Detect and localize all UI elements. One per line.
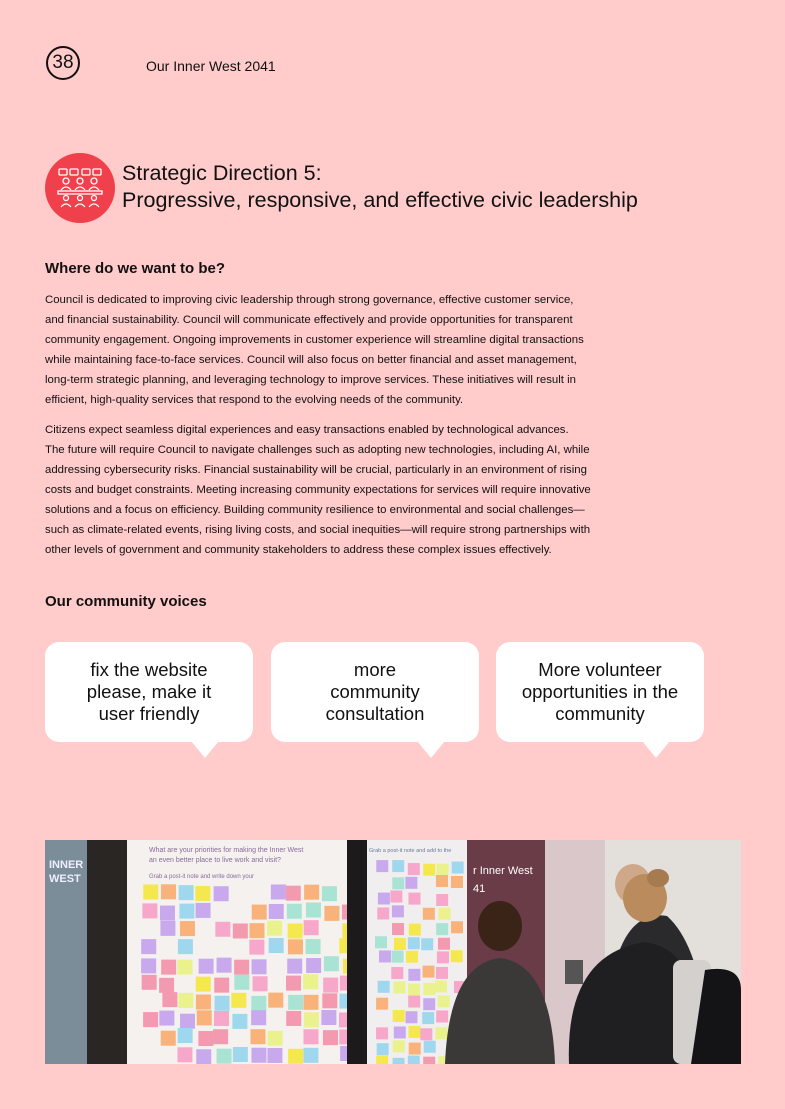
sticky-note (233, 1047, 248, 1062)
section-heading-voices: Our community voices (45, 593, 207, 610)
sticky-note (436, 894, 448, 906)
sticky-note (420, 1028, 432, 1040)
sticky-note (213, 1029, 228, 1044)
sticky-note (408, 937, 420, 949)
sticky-note (160, 906, 175, 921)
sticky-note (405, 877, 417, 889)
sticky-note (196, 1049, 211, 1064)
sticky-note (436, 1010, 448, 1022)
sticky-note (436, 967, 448, 979)
sticky-note (408, 969, 420, 981)
sticky-note (178, 939, 193, 954)
sticky-note (408, 1026, 420, 1038)
sticky-note (268, 1031, 283, 1046)
sticky-note (199, 959, 214, 974)
sticky-note (180, 921, 195, 936)
sticky-note (393, 981, 405, 993)
board-heading: What are your priorities for making the Inner West (149, 847, 304, 854)
sticky-note (196, 977, 211, 992)
sticky-note (408, 863, 420, 875)
strategic-direction-label: Strategic Direction 5: (122, 161, 322, 185)
sticky-note (180, 1014, 195, 1029)
sticky-note (408, 996, 420, 1008)
sticky-note (321, 1010, 336, 1025)
sticky-note (215, 996, 230, 1011)
sticky-note (408, 893, 420, 905)
sticky-note (160, 921, 175, 936)
sticky-note (376, 1056, 388, 1064)
sticky-note (141, 939, 156, 954)
sticky-note (392, 905, 404, 917)
sticky-note (423, 908, 435, 920)
sticky-note (303, 1048, 318, 1063)
sticky-note (287, 959, 302, 974)
sticky-note (286, 976, 301, 991)
sticky-note (197, 1010, 212, 1025)
sticky-note (234, 960, 249, 975)
sticky-note (250, 1029, 265, 1044)
sticky-note (405, 1011, 417, 1023)
sticky-note (306, 958, 321, 973)
sticky-note (324, 906, 339, 921)
sticky-note (179, 885, 194, 900)
sticky-note (421, 938, 433, 950)
speech-bubble (271, 642, 479, 742)
sticky-note (378, 893, 390, 905)
sticky-note (267, 1048, 282, 1063)
sticky-note (409, 1043, 421, 1055)
sticky-note (198, 1031, 213, 1046)
sticky-note (159, 1011, 174, 1026)
sticky-note (423, 864, 435, 876)
sticky-note (422, 1012, 434, 1024)
sticky-note (406, 951, 418, 963)
sticky-note (376, 1027, 388, 1039)
sticky-note (392, 877, 404, 889)
banner-text: r Inner West (473, 865, 533, 877)
sticky-note (179, 904, 194, 919)
sticky-note (178, 1028, 193, 1043)
sticky-note (195, 886, 210, 901)
sticky-note (215, 922, 230, 937)
sticky-note (271, 884, 286, 899)
bubble-tail (417, 741, 445, 758)
sticky-note (436, 923, 448, 935)
sticky-note (253, 976, 268, 991)
sticky-note (306, 903, 321, 918)
sticky-note (268, 993, 283, 1008)
sticky-note (451, 876, 463, 888)
sticky-note (267, 921, 282, 936)
sticky-note (161, 960, 176, 975)
sticky-note (196, 995, 211, 1010)
sticky-note (177, 1047, 192, 1062)
sticky-note (304, 920, 319, 935)
paragraph-challenges: Citizens expect seamless digital experiences and easy transactions enabled by technological advances. The future will require Council to navigate challenges such as adopting new technologies, including AI, while addressing cybersecurity risks. Financial sustainability will be crucial, particularly in an environment of rising costs and budget constraints. Meeting increasing community expectations for services will require innovative solutions and a focus on efficiency. Building community resilience to environmental and social challenges— such as climate-related events, rising living costs, and social inequities—will require strong partnerships with other levels of government and community stakeholders to address these complex issues effectively. (45, 424, 591, 556)
sticky-note (217, 958, 232, 973)
sticky-note (252, 905, 267, 920)
sticky-note (287, 904, 302, 919)
sticky-note (141, 958, 156, 973)
sticky-note (392, 923, 404, 935)
sticky-note (408, 1056, 420, 1064)
sticky-note (214, 978, 229, 993)
sticky-note (324, 956, 339, 971)
sticky-note (423, 983, 435, 995)
bubble-tail (191, 741, 219, 758)
sticky-note (142, 903, 157, 918)
page-number: 38 (46, 46, 80, 80)
sticky-note (377, 907, 389, 919)
sticky-note (390, 891, 402, 903)
sticky-note (161, 1031, 176, 1046)
sticky-note (233, 923, 248, 938)
sticky-note (423, 966, 435, 978)
board-heading: Grab a post-it note and add to the (369, 848, 452, 854)
sticky-note (161, 884, 176, 899)
sticky-note (214, 886, 229, 901)
community-engagement-photo (45, 840, 741, 1064)
board-subheading: Grab a post-it note and write down your (149, 874, 255, 880)
speech-bubble (496, 642, 704, 742)
sticky-note (452, 862, 464, 874)
document-title: Our Inner West 2041 (146, 58, 276, 74)
sticky-note (143, 884, 158, 899)
paragraph-intro: Council is dedicated to improving civic leadership through strong governance, effective customer service, and financial sustainability. Council will communicate effectively and provide opportunities for transparent community engagement. Ongoing improvements in customer experience will streamline digital transactions while maintaining face-to-face services. Council will also focus on better financial and asset management, long-term strategic planning, and leveraging technology to improve services. These initiatives will result in efficient, high-quality services that respond to the evolving needs of the community. (45, 294, 584, 406)
sticky-note (394, 938, 406, 950)
sticky-note (323, 1030, 338, 1045)
sticky-note (437, 951, 449, 963)
sticky-note (323, 978, 338, 993)
bubble-quote: more community consultation (325, 659, 425, 724)
sticky-note (196, 903, 211, 918)
sticky-note (392, 951, 404, 963)
sticky-note (249, 940, 264, 955)
sticky-note (143, 1012, 158, 1027)
sticky-note (286, 886, 301, 901)
sticky-note (451, 921, 463, 933)
speech-bubble (45, 642, 253, 742)
sticky-note (142, 975, 157, 990)
sticky-note (231, 993, 246, 1008)
sticky-note (288, 939, 303, 954)
sticky-note (306, 939, 321, 954)
sticky-note (269, 938, 284, 953)
sticky-note (378, 981, 390, 993)
sticky-note (217, 1049, 232, 1064)
sticky-note (376, 998, 388, 1010)
sticky-note (251, 1048, 266, 1063)
sticky-note (322, 886, 337, 901)
bubble-quote: fix the website please, make it user friendly (86, 659, 212, 724)
sticky-note (393, 1040, 405, 1052)
sticky-note (322, 993, 337, 1008)
sticky-note (393, 1058, 405, 1064)
sticky-note (288, 995, 303, 1010)
sticky-note (375, 936, 387, 948)
logo-text: INNER (49, 859, 84, 871)
banner-text: 41 (473, 883, 486, 895)
sticky-note (379, 950, 391, 962)
sticky-note (304, 995, 319, 1010)
sticky-note (252, 959, 267, 974)
sticky-note (424, 1041, 436, 1053)
sticky-note (392, 860, 404, 872)
sticky-note (439, 908, 451, 920)
sticky-note (250, 923, 265, 938)
sticky-note (436, 875, 448, 887)
sticky-note (286, 1011, 301, 1026)
sticky-note (408, 984, 420, 996)
sticky-note (435, 980, 447, 992)
sticky-note (409, 924, 421, 936)
sticky-note (177, 960, 192, 975)
leadership-meeting-icon (45, 153, 115, 223)
sticky-note (178, 993, 193, 1008)
logo-text: WEST (49, 873, 81, 885)
sticky-note (234, 975, 249, 990)
sticky-note (303, 974, 318, 989)
bubble-quote: More volunteer opportunities in the community (521, 659, 679, 724)
sticky-note (269, 904, 284, 919)
sticky-note (394, 1026, 406, 1038)
strategic-direction-heading (122, 160, 638, 214)
strategic-direction-title: Progressive, responsive, and effective civic leadership (122, 188, 638, 212)
sticky-note (251, 996, 266, 1011)
sticky-note (438, 938, 450, 950)
sticky-note (376, 860, 388, 872)
board-heading: an even better place to live work and visit? (149, 857, 281, 864)
sticky-note (162, 992, 177, 1007)
sticky-note (423, 998, 435, 1010)
sticky-note (303, 1029, 318, 1044)
sticky-note (423, 1057, 435, 1064)
sticky-note (393, 1010, 405, 1022)
sticky-note (391, 967, 403, 979)
sticky-note (251, 1010, 266, 1025)
sticky-note (232, 1014, 247, 1029)
sticky-note (451, 950, 463, 962)
sticky-note (304, 1012, 319, 1027)
sticky-note (288, 923, 303, 938)
sticky-note (437, 864, 449, 876)
sticky-note (435, 1027, 447, 1039)
sticky-note (304, 885, 319, 900)
sticky-note (214, 1011, 229, 1026)
sticky-note (288, 1049, 303, 1064)
sticky-note (438, 995, 450, 1007)
section-heading-where: Where do we want to be? (45, 260, 226, 277)
sticky-note (377, 1043, 389, 1055)
sticky-note (159, 978, 174, 993)
bubble-tail (642, 741, 670, 758)
